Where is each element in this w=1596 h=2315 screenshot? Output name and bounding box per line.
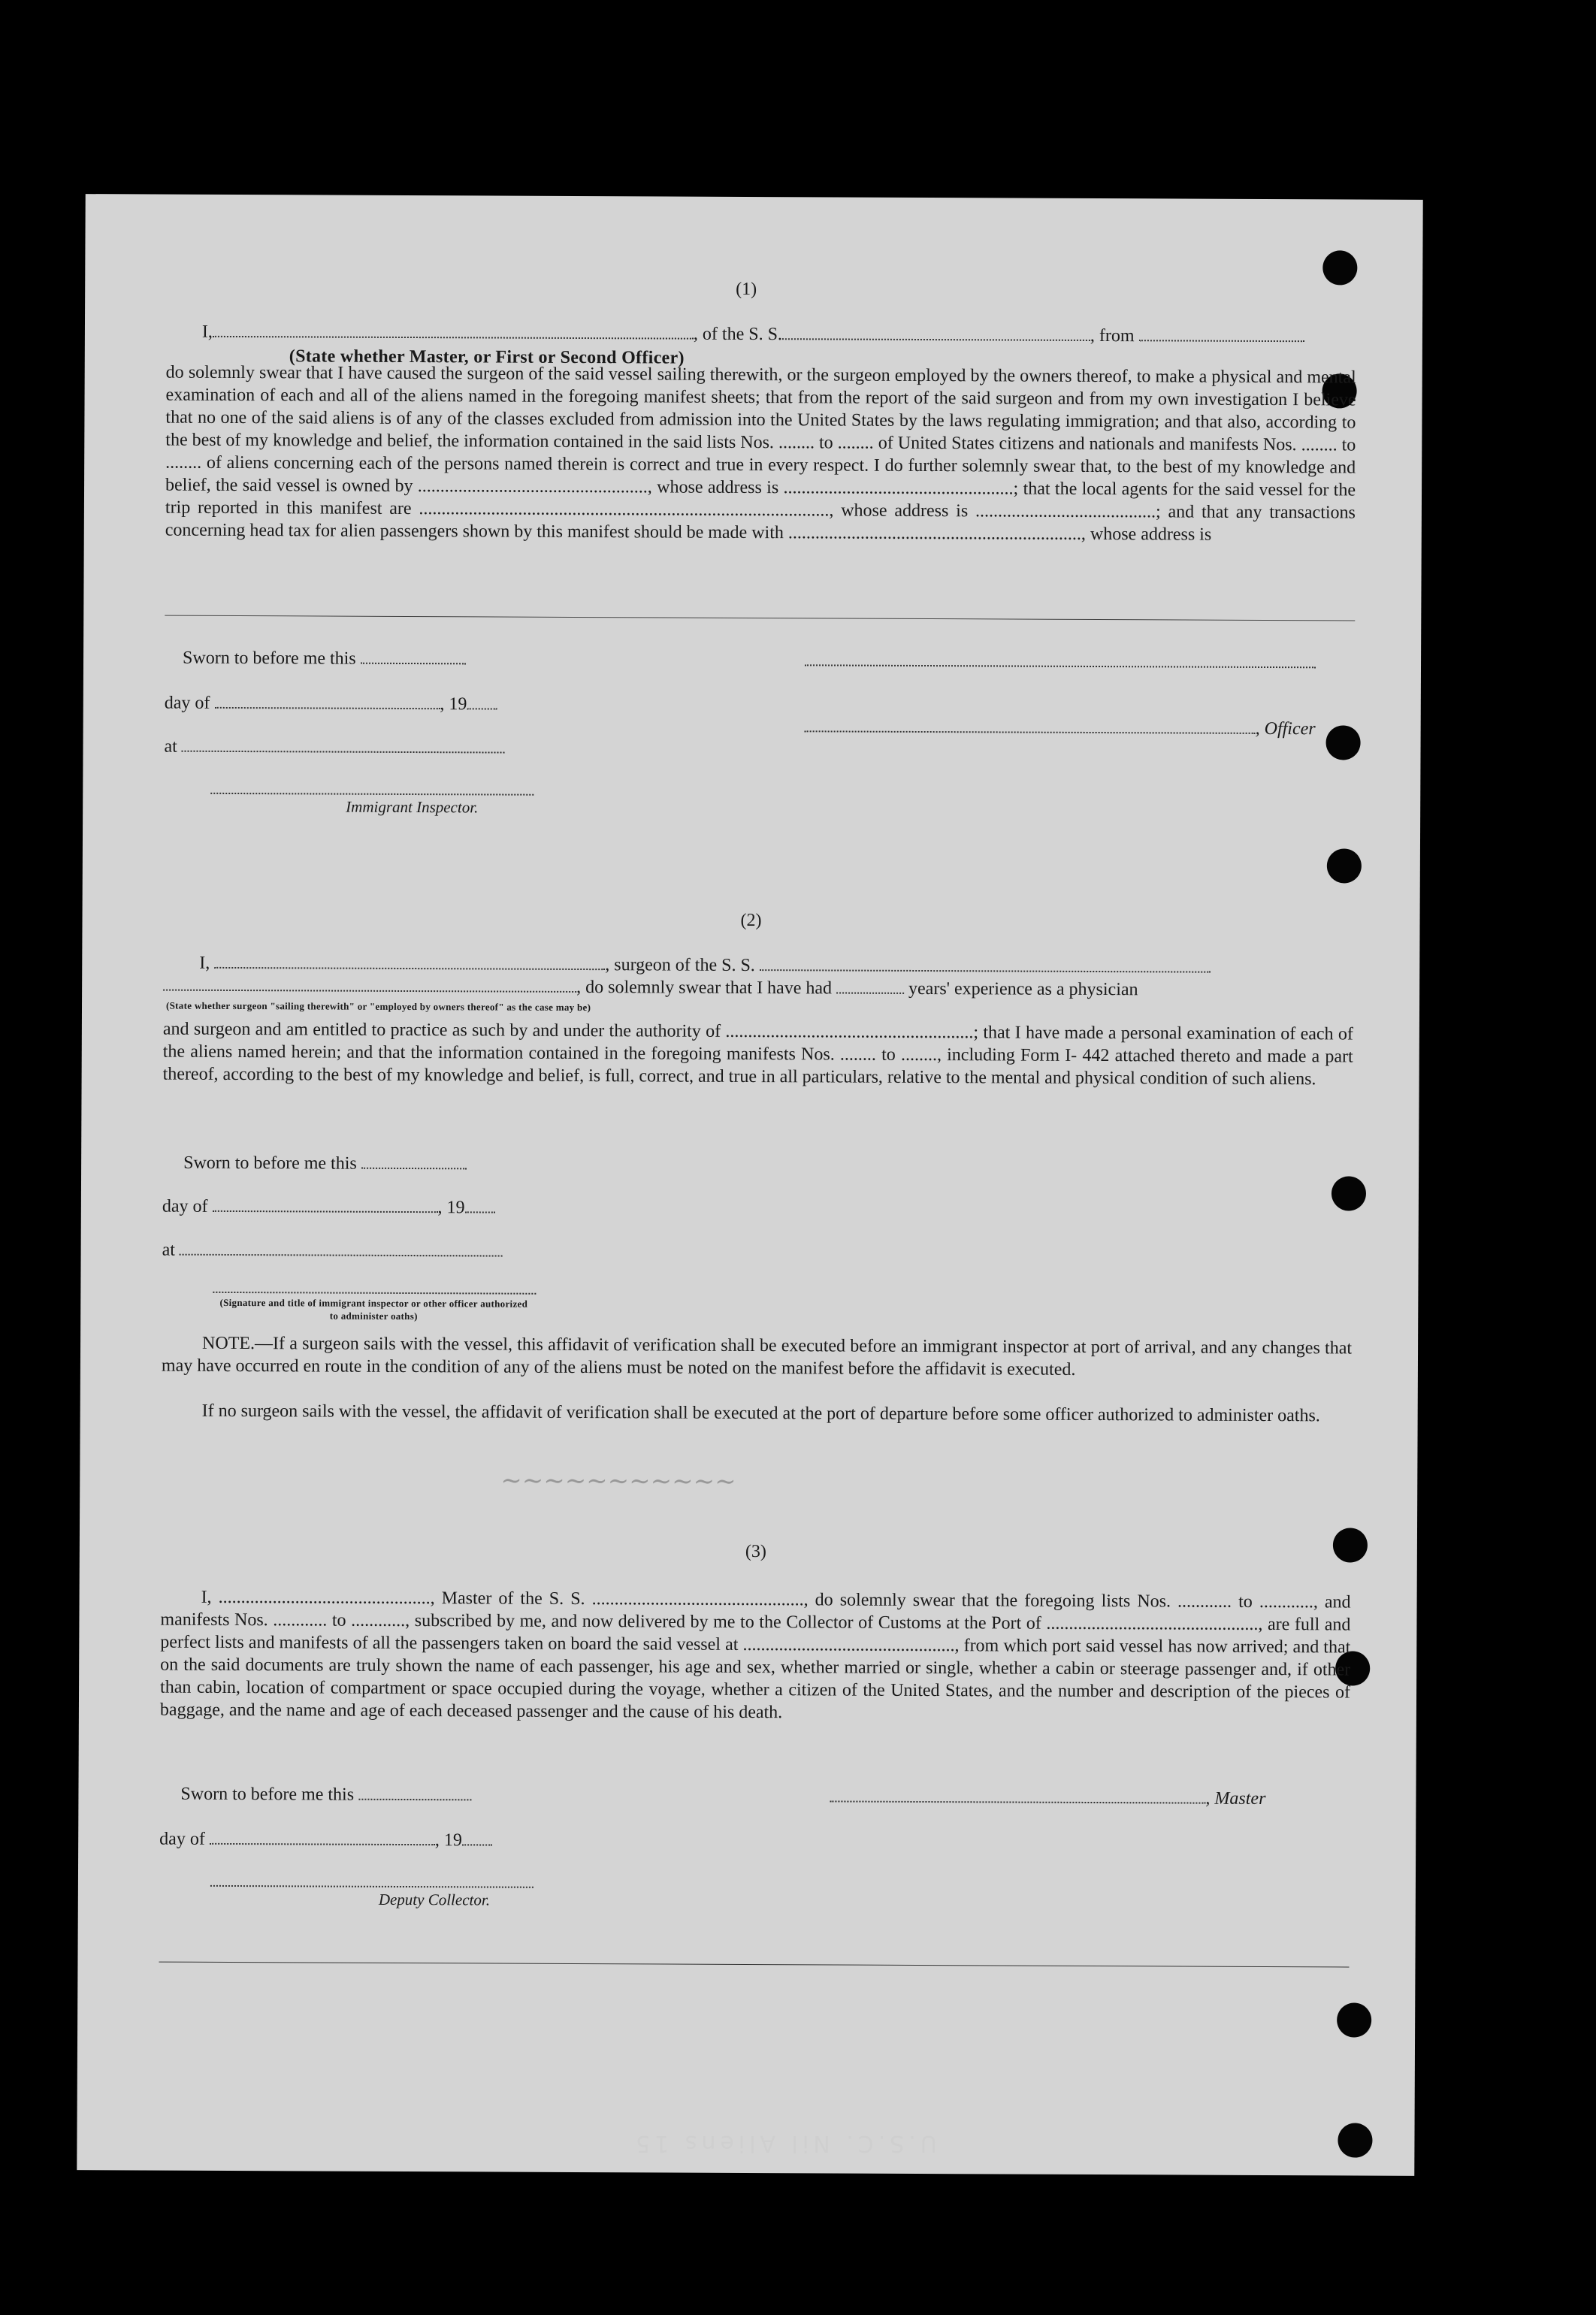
sworn-label-3: Sworn to before me this [180,1784,355,1805]
section1-of-ss: , of the S. S. [693,324,783,345]
signature-note: (Signature and title of immigrant inspector or other officer authorized to administer oaths) [219,1296,528,1322]
collector-signature-line [210,1885,534,1888]
note-1: NOTE.—If a surgeon sails with the vessel, this affidavit of verification shall be executed before an immigrant inspector at port of arrival, and any changes that may have occurred en route in the condition of any of the aliens must be noted on the manifest before the affidavit is executed. [161,1333,1353,1380]
section2-line1 [199,954,1211,978]
year-label-3: , 19 [434,1830,462,1851]
binder-hole [1332,1176,1366,1210]
solemnly-swear: , do solemnly swear that I have had [576,977,833,999]
inspector-title: Immigrant Inspector. [346,797,479,817]
section3-body: I, ..............................................., Master of the S. S. ..............................................., do solemnly swear that the foregoing lists Nos. ............ to ............, and manifests Nos. ............ to ............, subscribed by me, and now delivered by me to the Collector of Customs at the Port of ..............................................., are full and perfect lists and manifests of all the passengers taken on board the said vessel at ..............................................., from which port said vessel has now arrived; and that on the said documents are truly shown the name of each passenger, his age and sex, whether married or single, whether a cabin or steerage passenger and, if other than cabin, location of compartment or space occupied during the voyage, whether a citizen of the United States, and the number and description of the pieces of baggage, and the name and age of each deceased passenger and the cause of his death. [159,1587,1351,1723]
officer-note: (State whether Master, or First or Second Officer) [289,346,685,368]
years-experience: years' experience as a physician [908,978,1138,1000]
binder-hole [1333,1528,1368,1562]
day-of-label-2: day of [162,1196,208,1216]
section2-at [162,1241,503,1262]
section2-day [162,1197,495,1219]
section2-line2 [163,976,1138,1001]
section1-sworn [183,648,466,670]
manifest-page [77,194,1422,2176]
section2-number: (2) [740,910,762,931]
binder-hole [1337,2002,1371,2037]
sworn-label-2: Sworn to before me this [183,1153,357,1174]
day-of-label-3: day of [159,1829,205,1849]
day-of-label: day of [164,693,210,713]
sworn-label: Sworn to before me this [182,648,356,669]
bottom-handwriting: U.S.C. Nil Aliens 15 [631,2130,937,2156]
section1-at [164,737,504,759]
section3-day [159,1830,492,1851]
section3-sworn [180,1785,471,1806]
handwritten-note: ~~~~~~~~~~~ [500,1465,736,1497]
binder-hole [1338,2123,1372,2157]
collector-title: Deputy Collector. [378,1890,491,1909]
master-label: , Master [1205,1788,1266,1809]
officer-label: , Officer [1255,718,1316,739]
bottom-rule [159,1962,1349,1968]
section2-sworn [183,1153,467,1175]
at-label-2: at [162,1240,175,1260]
master-line [830,1787,1265,1809]
section3-number: (3) [745,1541,766,1562]
surgeon-of-ss: , surgeon of the S. S. [605,955,755,976]
officer-line-top [805,664,1316,668]
section2-i: I, [199,953,210,973]
section1-number: (1) [736,279,757,300]
section1-day [165,694,497,715]
surgeon-note: (State whether surgeon "sailing therewith" or "employed by owners thereof" as the case may be) [166,999,591,1014]
binder-hole [1325,725,1360,760]
binder-hole [1322,250,1357,285]
section1-i: I, [201,322,213,342]
year-label: , 19 [440,694,467,715]
section2-body: and surgeon and am entitled to practice as such by and under the authority of .......................................................; that I have made a personal examination of each of the aliens named herein; and that the information contained in the foregoing manifests Nos. ........ to ........, including Form I- 442 attached thereto and made a part thereof, according to the best of my knowledge and belief, is full, correct, and true in all particulars, relative to the mental and physical condition of such aliens. [162,1019,1353,1090]
binder-hole [1327,848,1362,883]
officer-line [805,717,1316,739]
year-label-2: , 19 [437,1198,465,1218]
section1-body: do solemnly swear that I have caused the surgeon of the said vessel sailing therewith, or the surgeon employed by the owners thereof, to make a physical and mental examination of each and all of the aliens named in the foregoing manifest sheets; that from the report of the said surgeon and from my own investigation I believe that no one of the said aliens is of any of the classes excluded from admission into the United States by the laws regulating immigration; and that also, according to the best of my knowledge and belief, the information contained in the said lists Nos. ........ to ........ of United States citizens and nationals and manifests Nos. ........ to ........ of aliens concerning each of the persons named therein is correct and true in every respect. I do further solemnly swear that, to the best of my knowledge and belief, the said vessel is owned by ..................................................., whose address is ...................................................; that the local agents for the said vessel for the trip reported in this manifest are ..........................................................................................., whose address is ........................................; and that any transactions concerning head tax for alien passengers shown by this manifest should be made with ................................................................., whose address is [165,362,1356,545]
inspector-signature-line [210,793,534,796]
divider [165,615,1355,621]
officer-signature-line [213,1292,536,1295]
note-2: If no surgeon sails with the vessel, the affidavit of verification shall be executed at the port of departure before some officer authorized to administer oaths. [201,1401,1320,1426]
section1-line1 [202,322,1304,347]
section1-from: , from [1090,325,1135,346]
at-label: at [164,736,177,757]
